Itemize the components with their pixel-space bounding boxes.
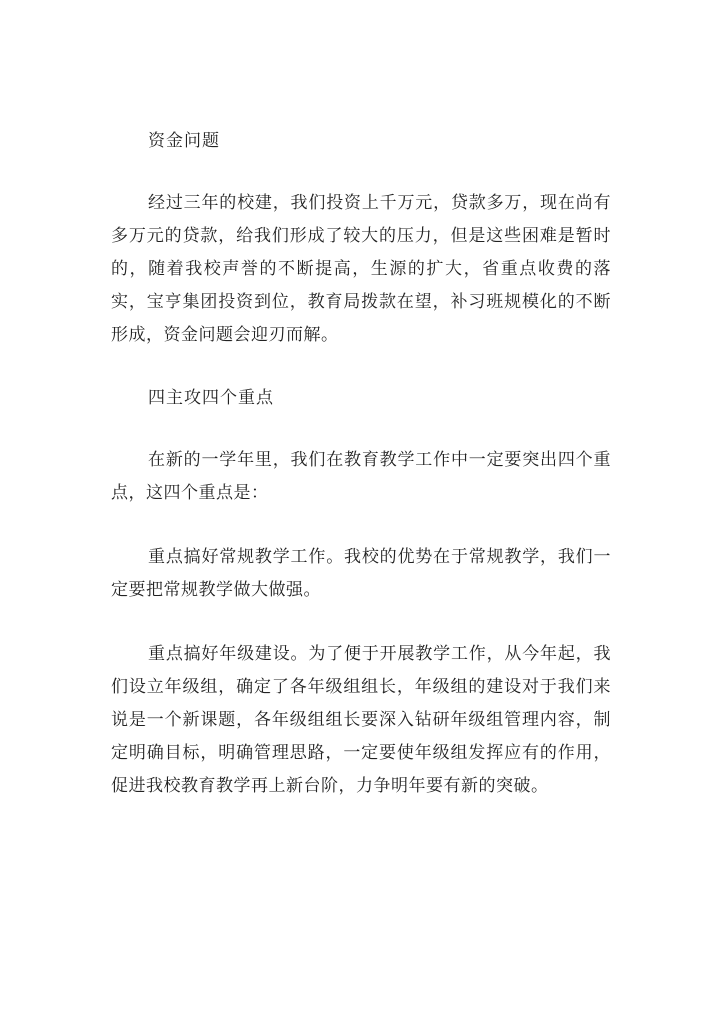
paragraph-routine-teaching: 重点搞好常规教学工作。我校的优势在于常规教学，我们一定要把常规教学做大做强。	[111, 547, 611, 600]
paragraph-funding: 经过三年的校建，我们投资上千万元，贷款多万，现在尚有多万元的贷款，给我们形成了较大的压力，但是这些困难是暂时的，随着我校声誉的不断提高，生源的扩大，省重点收费的落实，宝亨集团投资到位，教育局拨款在望，补习班规模化的不断形成，资金问题会迎刃而解。	[111, 193, 611, 345]
document-body	[111, 126, 611, 803]
section-heading-funding: 资金问题	[148, 131, 220, 151]
paragraph-grade-building: 重点搞好年级建设。为了便于开展教学工作，从今年起，我们设立年级组，确定了各年级组组长，年级组的建设对于我们来说是一个新课题，各年级组组长要深入钻研年级组管理内容，制定明确目标，明确管理思路，一定要使年级组发挥应有的作用，促进我校教育教学再上新台阶，力争明年要有新的突破。	[111, 644, 611, 796]
section-heading-four-priorities: 四主攻四个重点	[148, 388, 274, 408]
paragraph-priorities-intro: 在新的一学年里，我们在教育教学工作中一定要突出四个重点，这四个重点是：	[111, 450, 611, 503]
